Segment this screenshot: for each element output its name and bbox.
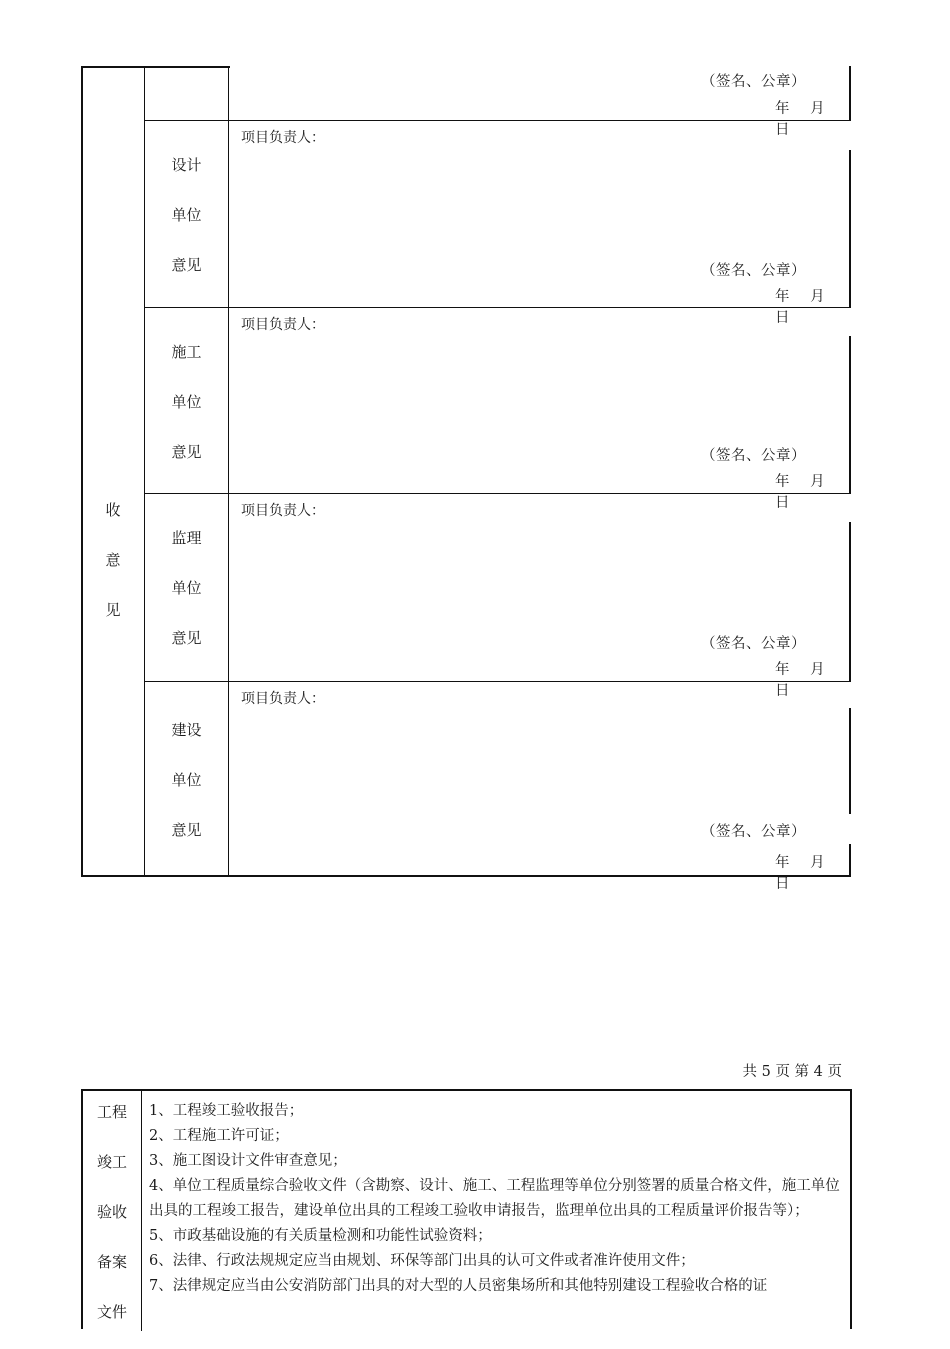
owner-unit-label (145, 705, 228, 855)
list-item: 2、工程施工许可证； (149, 1128, 289, 1144)
unit-label-line: 设计 (171, 156, 202, 174)
signature-seal-note: （签名、公章） (701, 636, 806, 652)
outer-label-char: 意 (105, 551, 121, 569)
list-item: 3、施工图设计文件审查意见； (149, 1153, 347, 1169)
date-field: 年 月 日 (775, 289, 825, 326)
unit-label-line: 单位 (171, 393, 202, 411)
project-leader-label: 项目负责人： (241, 691, 325, 707)
filing-label-line: 文件 (96, 1303, 127, 1321)
unit-label-line: 建设 (171, 721, 202, 739)
row-supervision-unit (145, 494, 851, 699)
filing-documents-list (149, 1099, 844, 1299)
date-field: 年 月 日 (775, 855, 825, 892)
filing-label-line: 竣工 (96, 1153, 127, 1171)
filing-documents-table (81, 1089, 852, 1329)
date-field: 年 月 日 (775, 101, 825, 138)
unit-label-line: 意见 (171, 629, 202, 647)
unit-label-line: 监理 (171, 529, 202, 547)
filing-label-line: 备案 (96, 1253, 127, 1271)
signature-seal-note: （签名、公章） (701, 263, 806, 279)
signature-seal-note: （签名、公章） (701, 824, 806, 840)
construction-unit-label (145, 327, 228, 477)
table-border-left (81, 66, 83, 877)
row-design-unit (145, 121, 851, 326)
supervision-unit-label (145, 513, 228, 663)
row-owner-unit (145, 682, 851, 892)
unit-label-line: 施工 (171, 343, 202, 361)
date-field: 年 月 日 (775, 662, 825, 699)
list-item: 5、市政基础设施的有关质量检测和功能性试验资料； (149, 1228, 492, 1244)
unit-label-line: 单位 (171, 206, 202, 224)
project-leader-label: 项目负责人： (241, 317, 325, 333)
filing-documents-label (83, 1099, 141, 1349)
project-leader-label: 项目负责人： (241, 503, 325, 519)
row-construction-unit (145, 308, 851, 511)
list-item: 1、工程竣工验收报告； (149, 1103, 304, 1119)
outer-label-char: 见 (105, 601, 121, 619)
table-column-divider (141, 1091, 142, 1331)
list-item: 4、单位工程质量综合验收文件（含勘察、设计、施工、工程监理等单位分别签署的质量合格文件，施工单位出具的工程竣工报告，建设单位出具的工程竣工验收申请报告，监理单位出具的工程质量评价报告等）； (149, 1178, 840, 1219)
signature-seal-note: （签名、公章） (701, 448, 806, 464)
acceptance-opinion-label (81, 485, 145, 635)
acceptance-opinion-table (81, 66, 851, 892)
filing-label-line: 验收 (96, 1203, 127, 1221)
unit-label-line: 单位 (171, 579, 202, 597)
unit-label-line: 单位 (171, 771, 202, 789)
project-leader-label: 项目负责人： (241, 130, 325, 146)
filing-label-line: 工程 (96, 1103, 127, 1121)
table-border-bottom (81, 875, 851, 877)
page-number: 共 5 页 第 4 页 (742, 1064, 842, 1080)
list-item: 6、法律、行政法规规定应当由规划、环保等部门出具的认可文件或者准许使用文件； (149, 1253, 695, 1269)
outer-label-char: 收 (105, 501, 121, 519)
design-unit-label (145, 140, 228, 290)
unit-label-line: 意见 (171, 256, 202, 274)
list-item: 7、法律规定应当由公安消防部门出具的对大型的人员密集场所和其他特别建设工程验收合格的证 (149, 1278, 768, 1294)
date-field: 年 月 日 (775, 474, 825, 511)
signature-seal-note: （签名、公章） (701, 74, 806, 90)
unit-label-line: 意见 (171, 821, 202, 839)
unit-label-line: 意见 (171, 443, 202, 461)
